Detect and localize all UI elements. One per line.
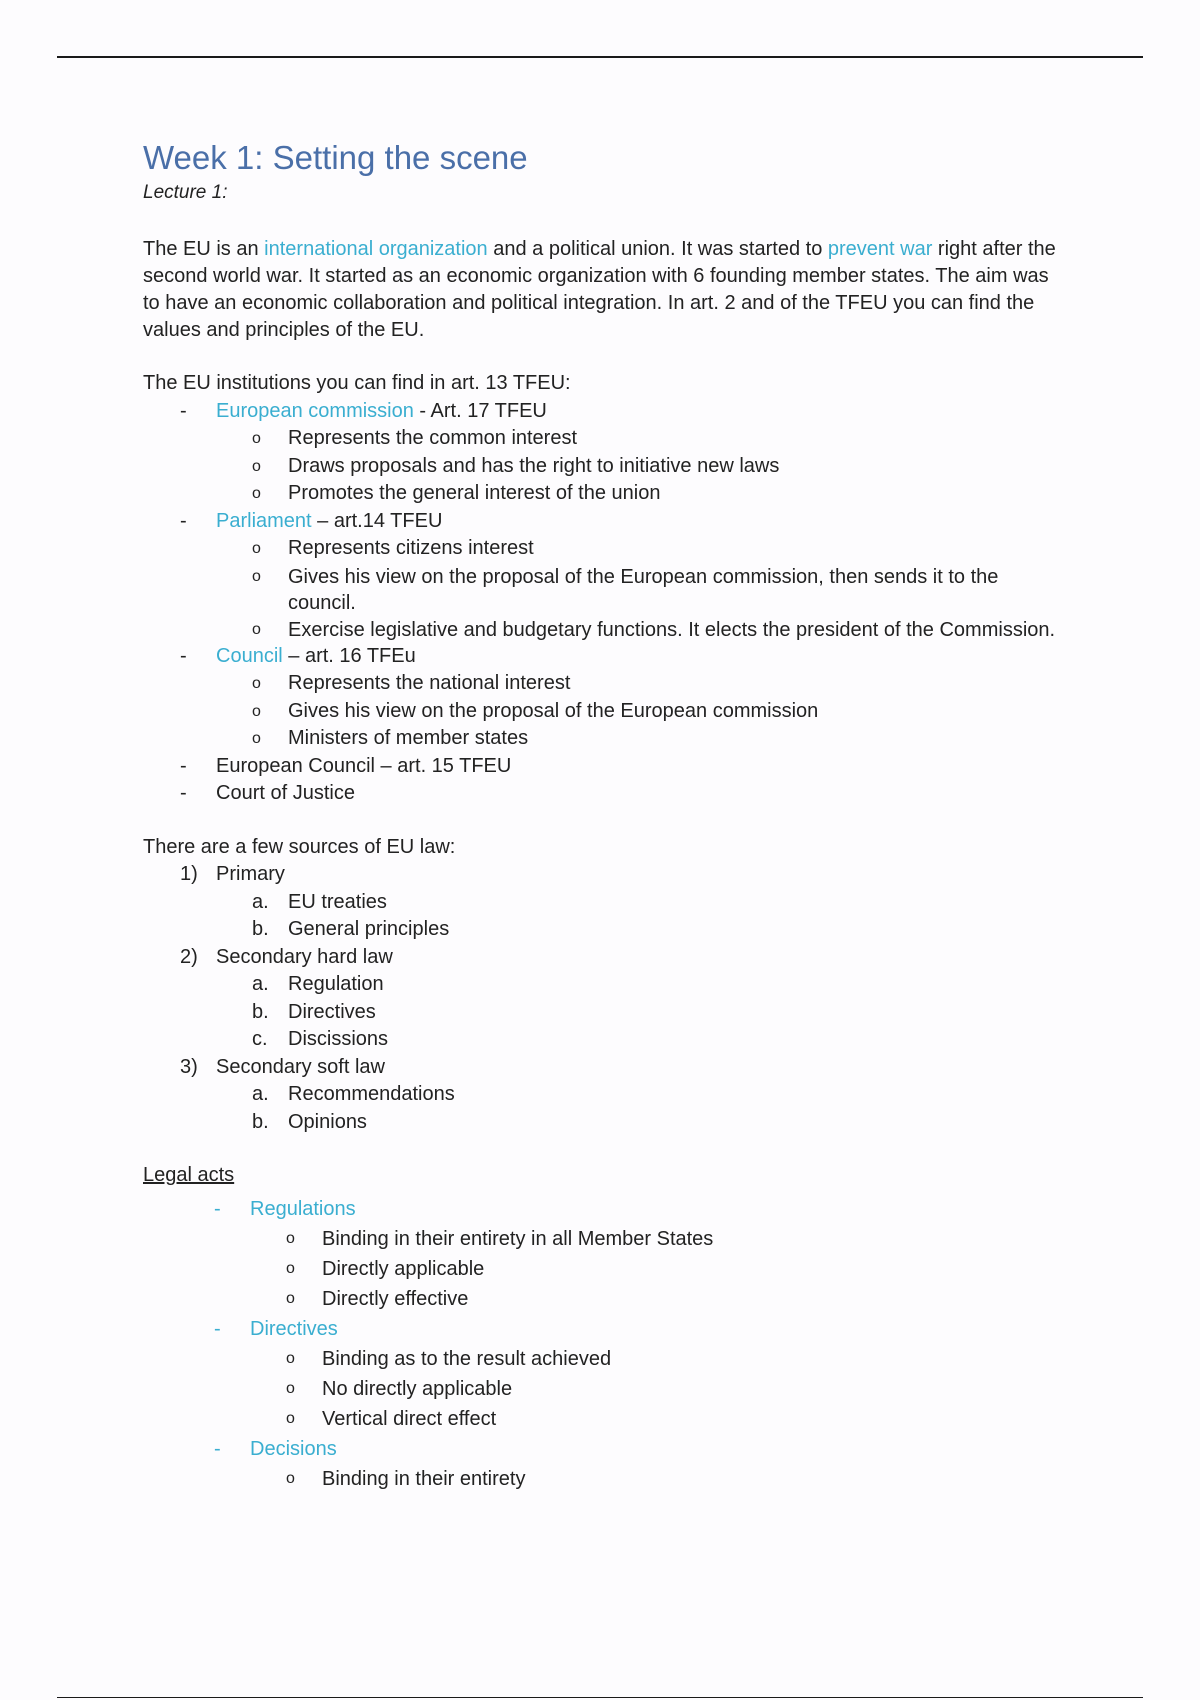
institution-point [143,425,1063,453]
intro-text-3: right after the second world war. It started as an economic organization with 6 founding member states. The aim was to have an economic collaboration and political integration. In art. 2 and of the TFEU you can find the values and principles of the EU. [143,238,1056,342]
circle-bullet: o [252,730,261,748]
institution-point-text: Represents citizens interest [288,537,534,560]
institution-name: Council [216,644,283,667]
circle-bullet: o [286,1289,295,1307]
source-subitem [143,1081,1063,1109]
legal-act-item [143,1194,1063,1224]
circle-bullet: o [286,1349,295,1367]
institution-item [143,398,1063,426]
institutions-list [143,398,1063,808]
source-subitem [143,971,1063,999]
institution-point [143,563,1063,616]
source-number: 3) [180,1055,198,1078]
bottom-rule [57,1697,1143,1698]
legal-act-point-text: Directly applicable [322,1257,485,1280]
circle-bullet: o [252,457,261,475]
source-letter: b. [252,1110,269,1133]
source-subitem-text: Discissions [288,1028,389,1051]
institution-point-text: Ministers of member states [288,727,529,750]
source-item [143,1054,1063,1082]
intro-text-2: and a political union. It was started to [487,238,828,261]
institution-point-text: Gives his view on the proposal of the European commission, then sends it to the council. [288,565,999,614]
source-subitem [143,889,1063,917]
lecture-subtitle: Lecture 1: [143,182,228,204]
dash-bullet: - [180,754,187,777]
institution-point-text: Represents the national interest [288,672,571,695]
circle-bullet: o [286,1379,295,1397]
dash-bullet: - [214,1197,221,1220]
institution-name: European Council – art. 15 TFEU [216,754,512,777]
source-letter: b. [252,918,269,941]
institution-point [143,725,1063,753]
intro-accent-2: prevent war [827,238,933,261]
legal-act-point [143,1374,1063,1404]
institution-item [143,508,1063,536]
source-number: 1) [180,863,198,886]
institution-point-text: Exercise legislative and budgetary functions. It elects the president of the Commission. [288,618,1056,641]
source-label: Secondary soft law [216,1055,385,1078]
source-letter: a. [252,890,269,913]
legal-act-point-text: Vertical direct effect [322,1407,497,1430]
institution-name: European commission [216,399,414,422]
source-letter: c. [252,1028,268,1051]
institution-item [143,753,1063,781]
legal-act-point [143,1254,1063,1284]
legal-acts-list [143,1194,1063,1494]
institution-article: - Art. 17 TFEU [413,399,547,422]
source-letter: a. [252,1083,269,1106]
circle-bullet: o [286,1409,295,1427]
dash-bullet: - [180,644,187,667]
circle-bullet: o [286,1229,295,1247]
top-rule [57,56,1143,58]
legal-act-point-text: Directly effective [322,1287,469,1310]
institution-point [143,698,1063,726]
legal-acts-heading: Legal acts [143,1164,235,1187]
legal-act-item [143,1434,1063,1464]
intro-accent-1: international organization [264,238,488,261]
source-letter: a. [252,973,269,996]
source-subitem-text: Directives [288,1000,376,1023]
institution-item [143,780,1063,808]
legal-act-name: Directives [250,1317,338,1340]
legal-act-point [143,1404,1063,1434]
legal-act-point-text: Binding in their entirety [322,1467,526,1490]
source-letter: b. [252,1000,269,1023]
intro-text-1: The EU is an [143,238,265,261]
institution-point [143,670,1063,698]
institution-item [143,643,1063,671]
dash-bullet: - [214,1437,221,1460]
legal-act-name: Regulations [250,1197,356,1220]
legal-act-name: Decisions [250,1437,337,1460]
legal-act-point [143,1224,1063,1254]
institution-article: – art. 16 TFEu [282,644,416,667]
circle-bullet: o [286,1259,295,1277]
circle-bullet: o [252,430,261,448]
source-label: Primary [216,863,285,886]
source-item [143,861,1063,889]
circle-bullet: o [252,485,261,503]
dash-bullet: - [180,509,187,532]
institution-name: Court of Justice [216,782,355,805]
institution-point-text: Represents the common interest [288,427,578,450]
source-number: 2) [180,945,198,968]
institutions-heading: The EU institutions you can find in art. 13 TFEU: [143,372,571,395]
institution-article: – art.14 TFEU [311,509,443,532]
source-subitem [143,999,1063,1027]
dash-bullet: - [180,782,187,805]
sources-heading: There are a few sources of EU law: [143,835,456,858]
source-subitem [143,1109,1063,1137]
institution-name: Parliament [216,509,312,532]
legal-act-point [143,1344,1063,1374]
legal-act-point-text: No directly applicable [322,1377,513,1400]
source-subitem [143,1026,1063,1054]
legal-act-point [143,1464,1063,1494]
institution-point-text: Draws proposals and has the right to initiative new laws [288,454,780,477]
circle-bullet: o [252,702,261,720]
legal-act-item [143,1314,1063,1344]
institution-point-text: Gives his view on the proposal of the European commission [288,699,819,722]
institution-point [143,616,1063,643]
institution-point [143,535,1063,563]
legal-act-point-text: Binding as to the result achieved [322,1347,612,1370]
source-item [143,944,1063,972]
institution-point-text: Promotes the general interest of the union [288,482,661,505]
source-subitem-text: Recommendations [288,1083,455,1106]
source-subitem-text: Regulation [288,973,384,996]
source-label: Secondary hard law [216,945,393,968]
source-subitem-text: EU treaties [288,890,387,913]
circle-bullet: o [286,1469,295,1487]
legal-act-point [143,1284,1063,1314]
circle-bullet: o [252,675,261,693]
page-title: Week 1: Setting the scene [143,139,528,176]
institution-point [143,480,1063,508]
sources-list [143,861,1063,1136]
dash-bullet: - [180,399,187,422]
intro-paragraph [143,236,1063,344]
dash-bullet: - [214,1317,221,1340]
document-body [143,140,1063,1494]
source-subitem-text: Opinions [288,1110,367,1133]
institution-point [143,453,1063,481]
legal-act-point-text: Binding in their entirety in all Member States [322,1227,714,1250]
source-subitem-text: General principles [288,918,450,941]
circle-bullet: o [252,567,261,585]
circle-bullet: o [252,620,261,638]
source-subitem [143,916,1063,944]
circle-bullet: o [252,540,261,558]
